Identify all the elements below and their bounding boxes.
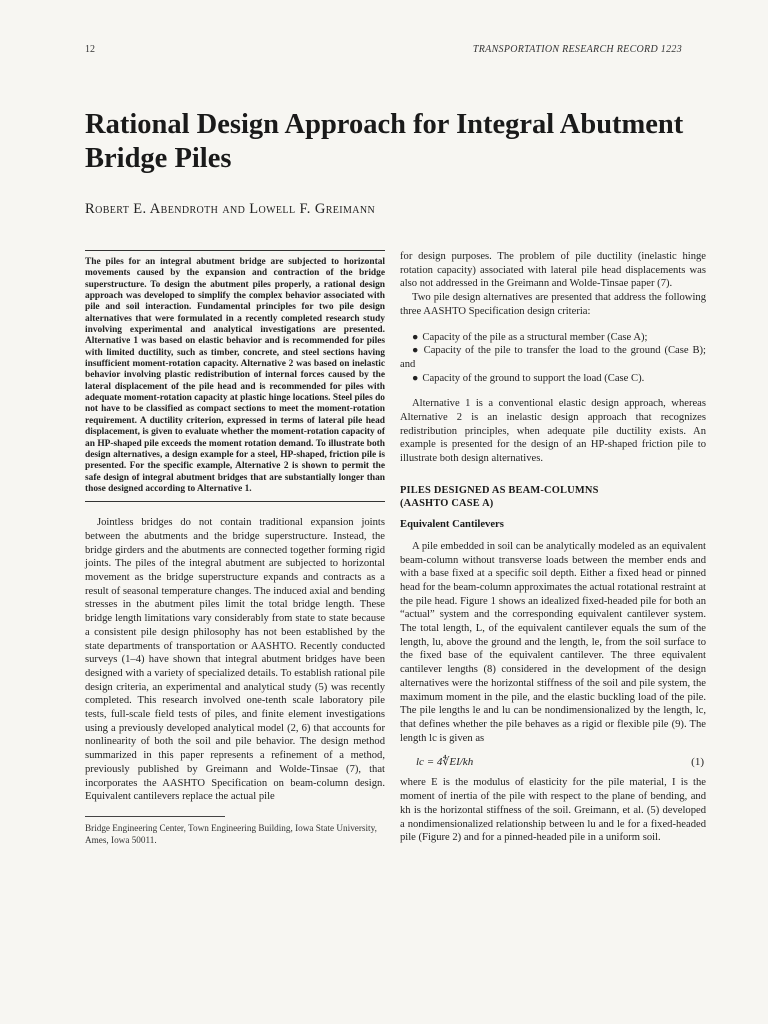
- section-heading-line: (AASHTO CASE A): [400, 498, 494, 510]
- intro-paragraph: Jointless bridges do not contain traditional expansion joints between the abutments and the bridge superstructure. Instead, the bridge girders and the abutments are connected together forming rigid joints. The piles of the integral abutment are subjected to horizontal movement as the bridge superstructure expands and contracts as a result of seasonal temperature changes. The induced axial and bending stresses in the abutment piles limit the total bridge length. These bridge length limitations vary considerably from state to state because a consistent pile design philosophy has not been established by the state departments of transportation or AASHTO. Recently conducted surveys (1–4) have shown that integral abutment bridges have been designed with a variety of specialized details. To establish rational pile design criteria, an experimental and analytical study (5) was recently completed. This research involved one-tenth scale laboratory pile tests, full-scale field tests of piles, and finite element investigations using a previously developed analytical model (2, 6) that accounts for nonlinearity of both the soil and pile behavior. The design method summarized in this paper represents a refinement of a method, previously published by Greimann and Wolde-Tinsae (7), that incorporates the AASHTO Specification on beam-column design. Equivalent cantilevers replace the actual pile: [85, 517, 385, 803]
- equation-number: (1): [691, 755, 704, 768]
- bullet-icon: ●: [412, 345, 420, 357]
- list-item: [400, 344, 706, 371]
- abstract-bottom-rule: [85, 501, 385, 502]
- list-item: [400, 372, 706, 386]
- abstract-block: [85, 251, 385, 495]
- alternatives-paragraph: Alternative 1 is a conventional elastic design approach, whereas Alternative 2 is an inelastic design approach that recognizes redistribution principles, when adequate pile ductility exists. An example is presented for the design of an HP-shaped friction pile to illustrate both design alternatives.: [400, 398, 706, 465]
- list-item-text: Capacity of the pile to transfer the load to the ground (Case B); and: [400, 345, 706, 370]
- equivalent-cantilever-paragraph: A pile embedded in soil can be analytically modeled as an equivalent beam-column without transverse loads between the member ends and with a base fixed at a specific soil depth. Either a fixed head or pinned head for the beam-column approximates the actual rotational restraint at the pile head. Figure 1 shows an idealized fixed-headed pile for both an “actual” system and the corresponding equivalent cantilever system. The total length, L, of the equivalent cantilever equals the sum of the length, lu, above the ground and the length, le, from the soil surface to the fixed base of the equivalent cantilever. The three equivalent cantilever lengths (8) considered in the development of the design alternatives were the horizontal stiffness of the soil and pile system, the maximum moment in the pile, and the elastic buckling load of the pile. The pile lengths le and lu can be nondimensionalized by the length, lc, that defines whether the pile behaves as a rigid or flexible pile (9). The length lc is given as: [400, 540, 706, 744]
- design-criteria-list: [400, 331, 706, 386]
- right-column: [400, 250, 706, 845]
- author-affiliation-footnote: Bridge Engineering Center, Town Engineering Building, Iowa State University, Ames, Iowa 50011.: [85, 822, 377, 845]
- section-heading: [400, 484, 706, 511]
- continuation-paragraph: for design purposes. The problem of pile ductility (inelastic hinge rotation capacity) associated with lateral pile head displacements was also not addressed in the Greimann and Wolde-Tinsae paper (7).: [400, 251, 706, 290]
- left-column: [85, 250, 385, 846]
- subsection-heading: Equivalent Cantilevers: [400, 518, 504, 530]
- author-line: Robert E. Abendroth and Lowell F. Greimann: [85, 201, 376, 217]
- list-item: [400, 331, 706, 345]
- after-equation-paragraph: where E is the modulus of elasticity for the pile material, I is the moment of inertia of the pile with respect to the plane of bending, and kh is the horizontal stiffness of the soil. Greimann, et al. (5) developed a nondimensionalized relationship between lu and le for a fixed-headed pile (Figure 2) and for a pinned-headed pile in a uniform soil.: [400, 777, 706, 844]
- list-item-text: Capacity of the ground to support the load (Case C).: [422, 372, 645, 384]
- list-item-text: Capacity of the pile as a structural member (Case A);: [422, 331, 648, 343]
- equation-row: [400, 755, 706, 768]
- footnote-rule: [85, 816, 225, 817]
- alternatives-intro-paragraph: Two pile design alternatives are presented that address the following three AASHTO Specification design criteria:: [400, 292, 706, 317]
- bullet-icon: ●: [412, 331, 419, 343]
- section-heading-line: PILES DESIGNED AS BEAM-COLUMNS: [400, 484, 599, 496]
- bullet-icon: ●: [412, 372, 419, 384]
- paper-title: Rational Design Approach for Integral Abutment Bridge Piles: [85, 109, 684, 174]
- abstract-text: The piles for an integral abutment bridge are subjected to horizontal movements caused by the expansion and contraction of the bridge superstructure. To design the abutment piles properly, a rational design approach was developed to simplify the complex behavior associated with pile and soil interaction. Fundamental principles for two pile design alternatives that were formulated in a recently completed research study involving experimental and analytical investigations are presented. Alternative 1 was based on elastic behavior and is recommended for piles with limited ductility, such as timber, concrete, and steel sections having insufficient moment-rotation capacity. Alternative 2 was based on inelastic behavior involving plastic redistribution of internal forces caused by the lateral displacement of the pile head and is recommended for piles with adequate moment-rotation capacity at plastic hinge locations. Steel piles do not have to be classified as compact sections to meet the moment-rotation requirement. A ductility criterion, expressed in terms of lateral pile head displacement, is given to evaluate whether the moment-rotation capacity of an HP-shaped pile exceeds the moment rotation demand. To illustrate both design alternatives, a design example for a steel, HP-shaped, friction pile is presented. For the specific example, Alternative 2 is shown to permit the safe design of integral abutment bridges that are substantially longer than those designed according to Alternative 1.: [85, 257, 385, 494]
- page-number: 12: [85, 44, 95, 55]
- journal-running-header: TRANSPORTATION RESEARCH RECORD 1223: [472, 44, 682, 55]
- equation-1: lc = 4∜EI/kh: [416, 756, 474, 769]
